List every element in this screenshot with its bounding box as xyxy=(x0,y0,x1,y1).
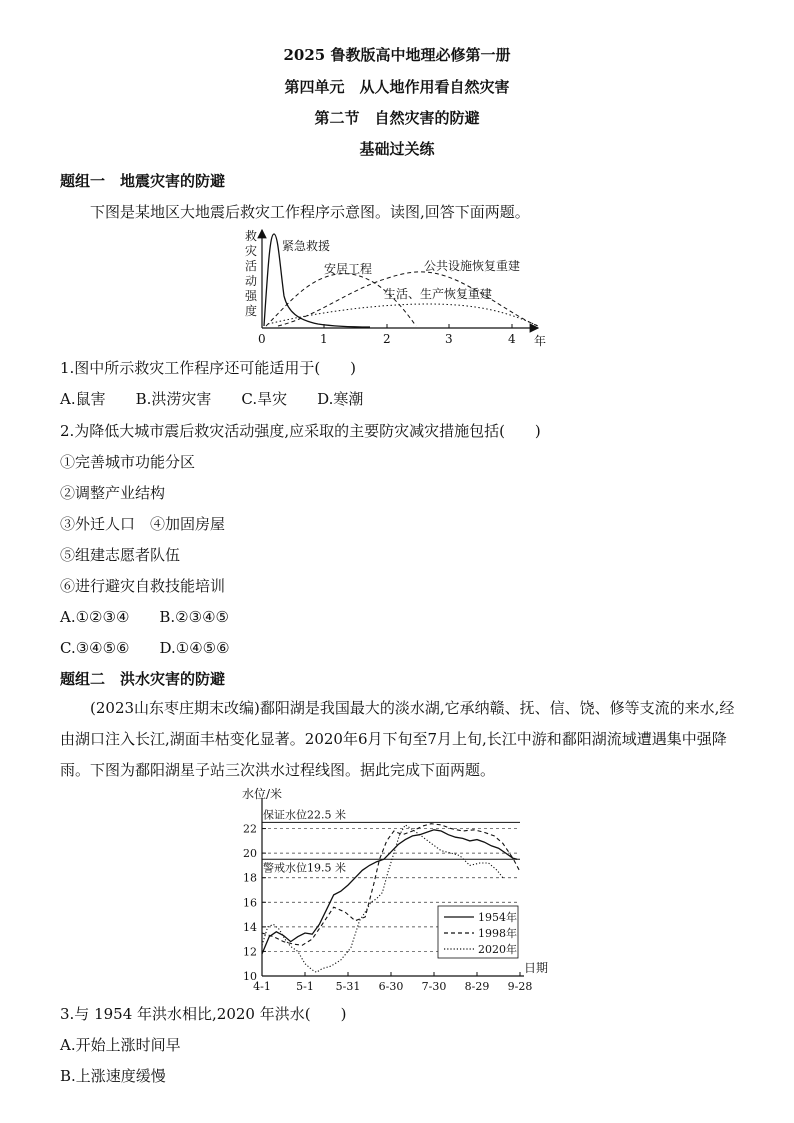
x-tick-label: 5-31 xyxy=(335,980,361,993)
exercise-title: 基础过关练 xyxy=(359,140,435,158)
legend-label: 1998年 xyxy=(478,927,517,940)
x-tick-label: 8-29 xyxy=(464,980,490,993)
y-tick-label: 22 xyxy=(243,822,257,836)
unit-title: 第四单元 从人地作用看自然灾害 xyxy=(284,78,510,96)
y-tick-label: 16 xyxy=(243,896,257,910)
chart-ylabel: 水位/米 xyxy=(242,787,283,801)
label-public-facilities: 公共设施恢复重建 xyxy=(424,259,521,273)
xtick-3: 3 xyxy=(445,332,453,346)
ylabel-char: 动 xyxy=(245,274,258,288)
q1-stem: 1.图中所示救灾工作程序还可能适用于( ) xyxy=(60,359,357,377)
reference-label: 警戒水位19.5 米 xyxy=(263,861,346,875)
q2-stem: 2.为降低大城市震后救灾活动强度,应采取的主要防灾减灾措施包括( ) xyxy=(60,422,541,440)
x-tick-label: 7-30 xyxy=(421,980,447,993)
relief-process-diagram xyxy=(238,226,558,354)
q2-options-row2: C.③④⑤⑥ D.①④⑤⑥ xyxy=(60,639,230,657)
doc-title: 2025 鲁教版高中地理必修第一册 xyxy=(283,46,511,64)
y-tick-label: 10 xyxy=(243,970,257,983)
x-tick-label: 9-28 xyxy=(507,980,533,993)
q3-option-b: B.上涨速度缓慢 xyxy=(60,1067,166,1085)
xtick-4: 4 xyxy=(508,332,516,346)
q2-item: ⑤组建志愿者队伍 xyxy=(60,546,181,564)
y-tick-label: 14 xyxy=(243,920,257,934)
q2-item: ③外迁人口 ④加固房屋 xyxy=(60,515,226,533)
group1-intro: 下图是某地区大地震后救灾工作程序示意图。读图,回答下面两题。 xyxy=(90,203,530,221)
xtick-1: 1 xyxy=(320,332,328,346)
group2-intro: (2023山东枣庄期末改编)鄱阳湖是我国最大的淡水湖,它承纳赣、抚、信、饶、修等支流的来水,经由湖口注入长江,湖面丰枯变化显著。2020年6月下旬至7月上旬,长江中游和鄱阳湖流域遭遇集中强降雨。下图为鄱阳湖星子站三次洪水过程线图。据此完成下面两题。 xyxy=(60,699,735,779)
xtick-0: 0 xyxy=(258,332,266,346)
chart-xlabel: 日期 xyxy=(524,961,549,975)
y-tick-label: 18 xyxy=(243,871,257,885)
flood-hydrograph-chart xyxy=(220,782,550,994)
q2-item: ①完善城市功能分区 xyxy=(60,453,196,471)
q2-options-row1: A.①②③④ B.②③④⑤ xyxy=(60,608,229,626)
label-production: 生活、生产恢复重建 xyxy=(384,287,493,301)
x-tick-label: 4-1 xyxy=(253,980,271,993)
xunit: 年 xyxy=(534,334,547,348)
y-tick-label: 20 xyxy=(243,847,257,861)
y-tick-label: 12 xyxy=(243,945,257,959)
label-housing: 安居工程 xyxy=(324,262,373,276)
legend-label: 2020年 xyxy=(478,943,517,956)
x-tick-label: 5-1 xyxy=(296,980,314,993)
curve-production xyxy=(268,304,538,326)
label-emergency-rescue: 紧急救援 xyxy=(282,239,331,253)
x-tick-label: 6-30 xyxy=(378,980,404,993)
q2-item: ②调整产业结构 xyxy=(60,484,166,502)
q3-stem: 3.与 1954 年洪水相比,2020 年洪水( ) xyxy=(60,1005,347,1023)
q3-option-a: A.开始上涨时间早 xyxy=(60,1036,181,1054)
q1-options: A.鼠害 B.洪涝灾害 C.旱灾 D.寒潮 xyxy=(60,390,364,408)
group2-title: 题组二 洪水灾害的防避 xyxy=(60,670,226,688)
reference-label: 保证水位22.5 米 xyxy=(263,808,346,822)
ylabel-char: 强 xyxy=(245,289,258,303)
ylabel-char: 灾 xyxy=(245,244,258,258)
ylabel-char: 度 xyxy=(245,304,258,318)
ylabel-char: 活 xyxy=(245,259,258,273)
legend-label: 1954年 xyxy=(478,911,517,924)
xtick-2: 2 xyxy=(383,332,391,346)
group1-title: 题组一 地震灾害的防避 xyxy=(60,172,226,190)
q2-item: ⑥进行避灾自救技能培训 xyxy=(60,577,226,595)
section-title: 第二节 自然灾害的防避 xyxy=(314,109,480,127)
ylabel-char: 救 xyxy=(245,229,258,243)
